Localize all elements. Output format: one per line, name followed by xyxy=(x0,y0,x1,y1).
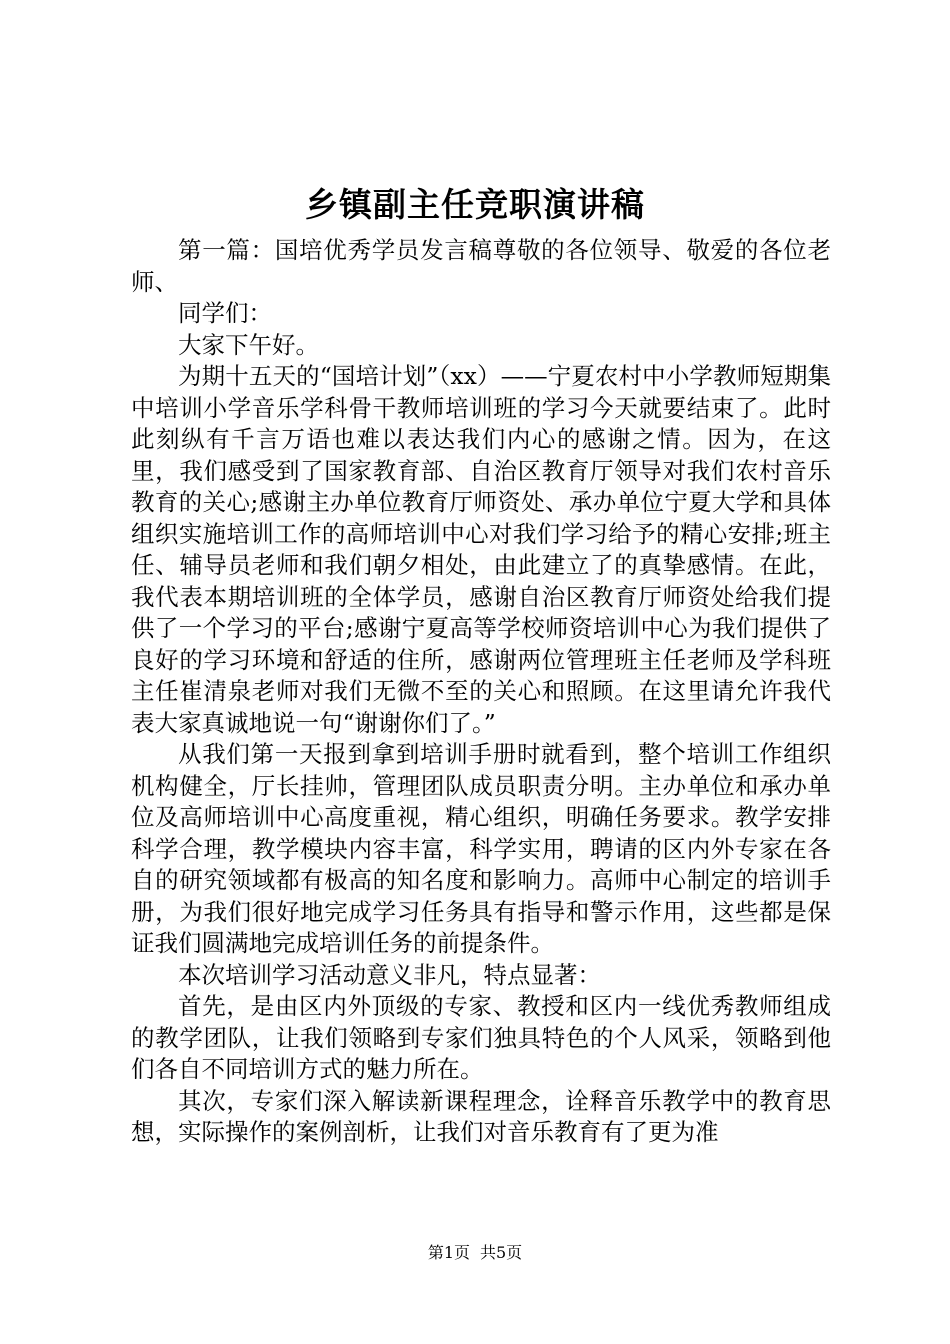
page-number: 第1页 xyxy=(427,1243,470,1262)
paragraph-6: 本次培训学习活动意义非凡，特点显著： xyxy=(178,960,601,989)
paragraph-4: 为期十五天的“国培计划”（xx）——宁夏农村中小学教师短期集中培训小学音乐学科骨干教师培训班的学习今天就要结束了。此时此刻纵有千言万语也难以表达我们内心的感谢之情。因为，在这里，我们感受到了国家教育部、自治区教育厅领导对我们农村音乐教育的关心;感谢主办单位教育厅师资处、承办单位宁夏大学和具体组织实施培训工作的高师培训中心对我们学习给予的精心安排;班主任、辅导员老师和我们朝夕相处，由此建立了的真挚感情。在此，我代表本期培训班的全体学员，感谢自治区教育厅师资处给我们提供了一个学习的平台;感谢宁夏高等学校师资培训中心为我们提供了良好的学习环境和舒适的住所，感谢两位管理班主任老师及学科班主任崔清泉老师对我们无微不至的关心和照顾。在这里请允许我代表大家真诚地说一句“谢谢你们了。” xyxy=(131,362,831,737)
paragraph-3: 大家下午好。 xyxy=(178,330,319,359)
paragraph-8: 其次，专家们深入解读新课程理念，诠释音乐教学中的教育思想，实际操作的案例剖析，让我们对音乐教育有了更为准 xyxy=(131,1086,831,1146)
document-body xyxy=(131,235,831,1149)
paragraph-7: 首先，是由区内外顶级的专家、教授和区内一线优秀教师组成的教学团队，让我们领略到专家们独具特色的个人风采，领略到他们各自不同培训方式的魅力所在。 xyxy=(131,992,831,1083)
page-total: 共5页 xyxy=(480,1243,523,1262)
document-title: 乡镇副主任竞职演讲稿 xyxy=(305,185,645,224)
paragraph-5: 从我们第一天报到拿到培训手册时就看到，整个培训工作组织机构健全，厅长挂帅，管理团队成员职责分明。主办单位和承办单位及高师培训中心高度重视，精心组织，明确任务要求。教学安排科学合理，教学模块内容丰富，科学实用，聘请的区内外专家在各自的研究领域都有极高的知名度和影响力。高师中心制定的培训手册，为我们很好地完成学习任务具有指导和警示作用，这些都是保证我们圆满地完成培训任务的前提条件。 xyxy=(131,740,831,957)
paragraph-1: 第一篇：国培优秀学员发言稿尊敬的各位领导、敬爱的各位老师、 xyxy=(131,236,831,296)
paragraph-2: 同学们： xyxy=(178,299,272,327)
page-footer xyxy=(0,1242,950,1264)
